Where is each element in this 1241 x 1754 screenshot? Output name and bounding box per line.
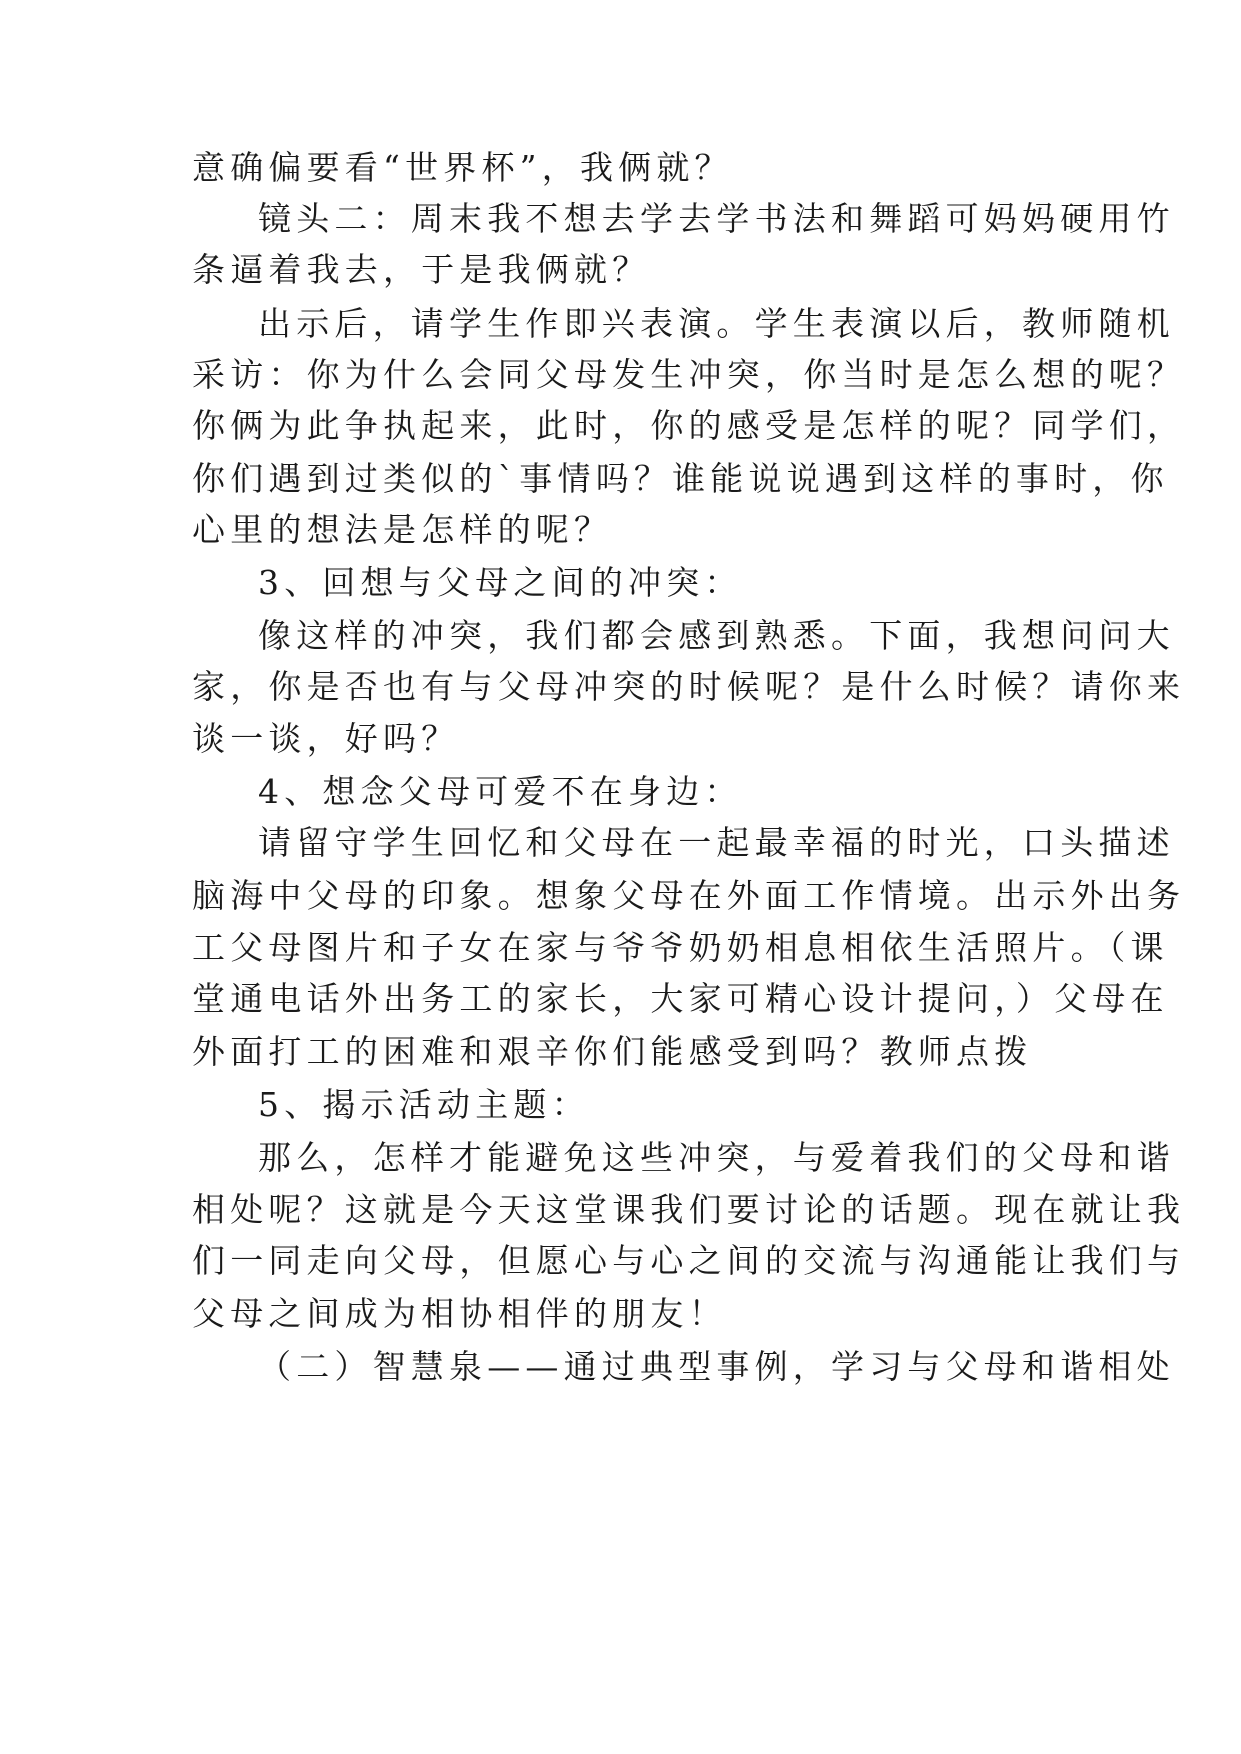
text-line: 镜头二：周末我不想去学去学书法和舞蹈可妈妈硬用竹 <box>258 199 1175 238</box>
text-line: 工父母图片和子女在家与爷爷奶奶相息相依生活照片。（课 <box>192 928 1169 967</box>
text-line: 脑海中父母的印象。想象父母在外面工作情境。出示外出务 <box>192 876 1186 915</box>
section-heading: 5、揭示活动主题： <box>258 1085 590 1124</box>
text-line: 们一同走向父母，但愿心与心之间的交流与沟通能让我们与 <box>192 1241 1186 1280</box>
text-line: 出示后，请学生作即兴表演。学生表演以后，教师随机 <box>258 304 1175 343</box>
text-line: 你俩为此争执起来，此时，你的感受是怎样的呢？同学们， <box>192 406 1186 445</box>
text-line: 意确偏要看“世界杯”，我俩就？ <box>192 148 733 187</box>
text-line: 采访：你为什么会同父母发生冲突，你当时是怎么想的呢？ <box>192 355 1186 394</box>
text-line: 父母之间成为相协相伴的朋友！ <box>192 1294 727 1333</box>
text-line: 条逼着我去，于是我俩就？ <box>192 250 651 289</box>
text-line: 家，你是否也有与父母冲突的时候呢？是什么时候？请你来 <box>192 667 1186 706</box>
section-heading: 4、想念父母可爱不在身边： <box>258 772 743 811</box>
text-line: 像这样的冲突，我们都会感到熟悉。下面，我想问问大 <box>258 616 1175 655</box>
text-line: 外面打工的困难和艰辛你们能感受到吗？教师点拨 <box>192 1032 1033 1071</box>
section-heading: （二）智慧泉——通过典型事例，学习与父母和谐相处 <box>258 1347 1175 1386</box>
text-line: 堂通电话外出务工的家长，大家可精心设计提问，）父母在 <box>192 979 1169 1018</box>
text-line: 心里的想法是怎样的呢？ <box>192 510 613 549</box>
text-line: 相处呢？这就是今天这堂课我们要讨论的话题。现在就让我 <box>192 1190 1186 1229</box>
text-line: 你们遇到过类似的`事情吗？谁能说说遇到这样的事时，你 <box>192 459 1169 498</box>
text-line: 请留守学生回忆和父母在一起最幸福的时光，口头描述 <box>258 823 1175 862</box>
section-heading: 3、回想与父母之间的冲突： <box>258 563 743 602</box>
text-line: 谈一谈，好吗？ <box>192 719 460 758</box>
text-line: 那么，怎样才能避免这些冲突，与爱着我们的父母和谐 <box>258 1138 1175 1177</box>
